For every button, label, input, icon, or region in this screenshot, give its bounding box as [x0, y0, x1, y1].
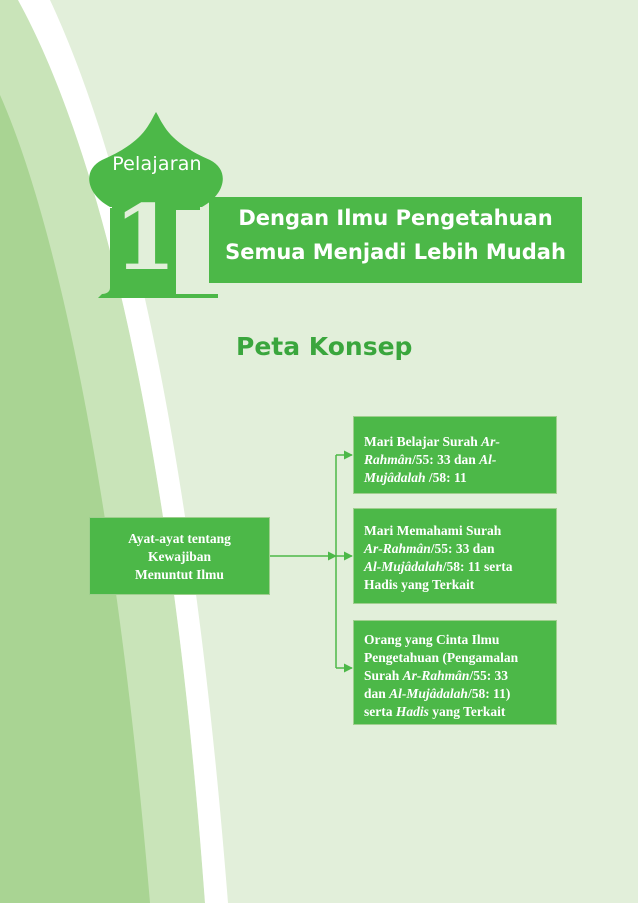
branch3-italic: Hadis — [395, 704, 429, 719]
branch3-italic: Ar-Rahmân — [402, 668, 470, 683]
branch1-text: /58: 11 — [425, 470, 467, 485]
lesson-title-line-2: Semua Menjadi Lebih Mudah — [225, 240, 566, 264]
branch2-text: /58: 11 serta — [442, 559, 513, 574]
branch3-text: /58: 11) — [467, 686, 511, 701]
branch2-italic: Al-Mujâdalah — [364, 559, 443, 574]
concept-branch-box-2 — [353, 508, 557, 604]
main-line-3: Menuntut Ilmu — [135, 567, 224, 582]
branch3-text: serta — [364, 704, 396, 719]
branch1-italic: Mujâdalah — [364, 470, 426, 485]
branch2-italic: Ar-Rahmân — [364, 541, 431, 556]
branch2-text: /55: 33 dan — [430, 541, 495, 556]
branch3-text: Orang yang Cinta Ilmu — [364, 632, 500, 647]
branch2-text: Hadis yang Terkait — [364, 577, 475, 592]
branch3-italic: Al-Mujâdalah — [389, 686, 468, 701]
branch3-text: Surah — [364, 668, 403, 683]
lesson-number: 1 — [113, 185, 177, 291]
concept-map-heading: Peta Konsep — [236, 332, 413, 361]
main-line-2: Kewajiban — [147, 549, 211, 564]
branch1-text: Mari Belajar Surah — [364, 434, 482, 449]
branch3-text: Pengetahuan (Pengamalan — [364, 650, 519, 665]
branch1-italic: Rahmân — [364, 452, 413, 467]
branch3-text: dan — [364, 686, 390, 701]
concept-branch-box-3 — [353, 620, 557, 725]
concept-branch-box-1 — [353, 416, 557, 494]
lesson-label: Pelajaran — [112, 153, 202, 175]
branch3-text: /55: 33 — [469, 668, 509, 683]
lesson-title-line-1: Dengan Ilmu Pengetahuan — [238, 206, 553, 230]
main-line-1: Ayat-ayat tentang — [128, 531, 231, 546]
branch1-italic: Al- — [479, 452, 497, 467]
branch1-italic: Ar- — [481, 434, 500, 449]
branch1-text: /55: 33 dan — [412, 452, 480, 467]
branch3-text: yang Terkait — [428, 704, 506, 719]
branch2-text: Mari Memahami Surah — [364, 523, 502, 538]
concept-main-box — [89, 517, 270, 595]
